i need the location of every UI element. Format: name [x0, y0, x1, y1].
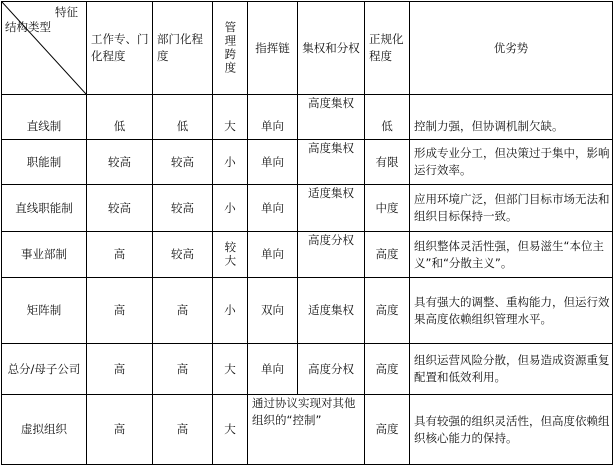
row-type: 直线制: [2, 95, 87, 140]
cell-specialization: 高: [87, 278, 153, 344]
table-row: [2, 278, 613, 344]
cell-chain: 双向: [248, 278, 298, 344]
cell-span: 小: [213, 185, 248, 232]
cell-chain: 单向: [248, 185, 298, 232]
table-row: [2, 95, 613, 140]
cell-departmentalization: 低: [153, 95, 213, 140]
cell-departmentalization: 高: [153, 395, 213, 465]
cell-specialization: 高: [87, 395, 153, 465]
cell-formalization: 有限: [365, 140, 410, 185]
cell-chain: 单向: [248, 344, 298, 395]
header-pros-cons: 优劣势: [410, 2, 613, 95]
header-centralization: 集权和分权: [298, 2, 365, 95]
header-chain: 指挥链: [248, 2, 298, 95]
cell-departmentalization: 较高: [153, 140, 213, 185]
cell-pros-cons: 组织运营风险分散，但易造成资源重复配置和低效利用。: [410, 344, 613, 395]
cell-pros-cons: 应用环境广泛，但部门目标市场无法和组织目标保持一致。: [410, 185, 613, 232]
cell-departmentalization: 较高: [153, 232, 213, 278]
row-type: 职能制: [2, 140, 87, 185]
cell-formalization: 高度: [365, 344, 410, 395]
cell-centralization: 高度分权: [298, 232, 365, 278]
cell-span: 大: [213, 344, 248, 395]
cell-pros-cons: 组织整体灵活性强，但易滋生“本位主义”和“分散主义”。: [410, 232, 613, 278]
row-type: 事业部制: [2, 232, 87, 278]
header-departmentalization: 部门化程度: [153, 2, 213, 95]
header-span: [213, 2, 248, 95]
header-row: [2, 2, 613, 95]
cell-formalization: 高度: [365, 232, 410, 278]
corner-header-cell: [2, 2, 87, 95]
cell-specialization: 低: [87, 95, 153, 140]
cell-departmentalization: 高: [153, 278, 213, 344]
cell-span-label: 较大: [223, 241, 238, 268]
cell-chain: 单向: [248, 140, 298, 185]
cell-departmentalization: 较高: [153, 185, 213, 232]
header-specialization: 工作专、门化程度: [87, 2, 153, 95]
header-formalization: 正规化程度: [365, 2, 410, 95]
cell-centralization: 高度集权: [298, 95, 365, 140]
cell-pros-cons: 形成专业分工，但决策过于集中，影响运行效率。: [410, 140, 613, 185]
row-type: 虚拟组织: [2, 395, 87, 465]
cell-formalization: 中度: [365, 185, 410, 232]
row-type: 矩阵制: [2, 278, 87, 344]
cell-span: 小: [213, 140, 248, 185]
row-type: 直线职能制: [2, 185, 87, 232]
cell-departmentalization: 高: [153, 344, 213, 395]
cell-span: 大: [213, 95, 248, 140]
structure-comparison-table: [1, 1, 613, 465]
table-row: [2, 232, 613, 278]
cell-formalization: 高度: [365, 395, 410, 465]
cell-centralization: 适度集权: [298, 278, 365, 344]
table-row: [2, 185, 613, 232]
cell-specialization: 高: [87, 232, 153, 278]
corner-label-feature: 特征: [55, 5, 78, 19]
cell-centralization: 适度集权: [298, 185, 365, 232]
cell-span: 小: [213, 278, 248, 344]
cell-chain: 单向: [248, 232, 298, 278]
cell-pros-cons: 控制力强，但协调机制欠缺。: [410, 95, 613, 140]
cell-specialization: 较高: [87, 185, 153, 232]
cell-span: [213, 232, 248, 278]
cell-pros-cons: 具有强大的调整、重构能力，但运行效果高度依赖组织管理水平。: [410, 278, 613, 344]
cell-chain-centralization-merged: 通过协议实现对其他组织的“控制”: [248, 395, 365, 465]
table-row: [2, 344, 613, 395]
cell-specialization: 高: [87, 344, 153, 395]
cell-pros-cons: 具有较强的组织灵活性，但高度依赖组织核心能力的保持。: [410, 395, 613, 465]
cell-centralization: 高度集权: [298, 140, 365, 185]
corner-label-structure-type: 结构类型: [5, 20, 51, 35]
cell-centralization: 高度分权: [298, 344, 365, 395]
header-span-label: 管理跨度: [223, 21, 238, 75]
cell-span: 大: [213, 395, 248, 465]
cell-formalization: 高度: [365, 278, 410, 344]
structure-comparison-table-wrapper: [1, 1, 613, 465]
table-row: [2, 395, 613, 465]
cell-chain: 单向: [248, 95, 298, 140]
row-type: 总分/母子公司: [2, 344, 87, 395]
cell-formalization: 低: [365, 95, 410, 140]
table-row: [2, 140, 613, 185]
cell-specialization: 较高: [87, 140, 153, 185]
